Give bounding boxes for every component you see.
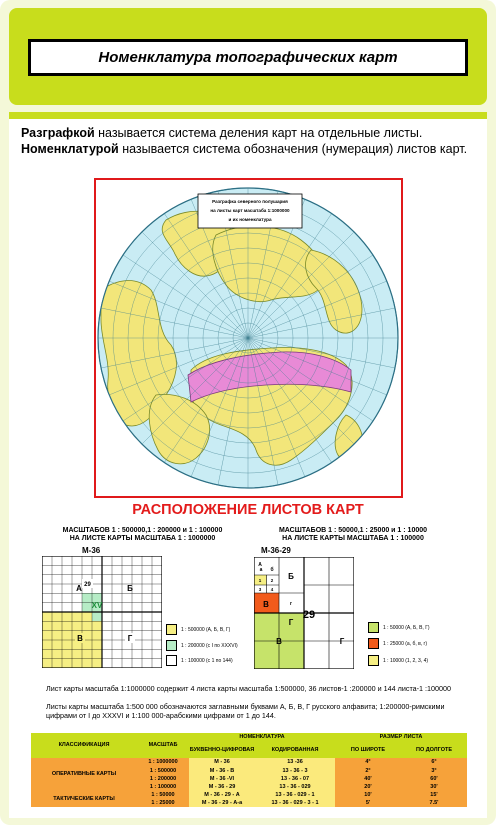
right-legend-1-text: 1 : 50000 (А, Б, В, Г): [383, 624, 430, 631]
th-lon: ПО ДОЛГОТЕ: [415, 746, 453, 753]
right-legend-2: [368, 638, 427, 649]
right-legend-3: [368, 655, 428, 666]
right-label-a: А: [258, 562, 262, 568]
polar-map-frame: [94, 178, 403, 498]
right-label-29: 29: [302, 609, 316, 621]
map-caption-3: и их номенклатура: [228, 217, 272, 222]
row4-scale: 1 : 50000: [151, 791, 175, 798]
row4-lon: 15': [430, 791, 438, 798]
right-scheme-title-1: МАСШТАБОВ 1 : 50000,1 : 25000 и 1 : 10000: [278, 527, 428, 534]
right-legend-3-swatch: [368, 655, 379, 666]
right-small-1: 1: [258, 578, 262, 583]
left-label-v: В: [77, 634, 83, 643]
left-legend-3: [166, 655, 233, 666]
intro-text: [21, 125, 481, 157]
right-small-3: 3: [258, 587, 262, 592]
th-nomen: НОМЕНКЛАТУРА: [239, 734, 285, 741]
layout-heading: РАСПОЛОЖЕНИЕ ЛИСТОВ КАРТ: [132, 502, 364, 518]
def-razgrafka: называется система деления карт на отдельные листы.: [94, 126, 423, 140]
class-tactical: ТАКТИЧЕСКИЕ КАРТЫ: [53, 795, 115, 802]
row0-lat: 4°: [365, 759, 371, 766]
right-label-g: Г: [288, 618, 294, 627]
row4-coded: 13 - 36 - 029 - 1: [255, 791, 335, 799]
row2-scale: 1 : 200000: [149, 775, 177, 782]
right-small-4: 4: [270, 587, 274, 592]
row5-letter: М - 36 - 29 - А-а: [189, 799, 255, 807]
left-label-b: Б: [127, 584, 133, 593]
left-label-xv: XV: [91, 601, 103, 610]
row4-letter: М - 36 - 29 - А: [189, 791, 255, 799]
row4-lat: 10': [364, 791, 372, 798]
row1-scale: 1 : 500000: [149, 767, 177, 774]
left-scheme-title-1: МАСШТАБОВ 1 : 500000,1 : 200000 и 1 : 100000: [62, 527, 223, 534]
row5-lat: 5': [365, 799, 371, 806]
right-small-b: б: [270, 567, 274, 573]
row2-lat: 40': [364, 775, 372, 782]
right-sheet-grid: [254, 557, 354, 669]
row5-coded: 13 - 36 - 029 - 3 - 1: [255, 799, 335, 807]
row0-letter: М - 36: [189, 758, 255, 767]
row1-lon: 3°: [431, 767, 437, 774]
title-box: [28, 39, 468, 76]
left-sheet-grid: [42, 556, 162, 668]
row3-scale: 1 : 100000: [149, 783, 177, 790]
left-legend-3-text: 1 : 100000 (с 1 по 144): [181, 657, 233, 664]
th-coded: КОДИРОВАННАЯ: [271, 746, 319, 753]
right-small-a: а: [259, 567, 263, 573]
paragraph-sheet-notation: Листы карты масштаба 1:500 000 обозначаются заглавными буквами А, Б, В, Г русского алфавита; 1:200000-римскими цифрами от I до XXXVI и 1:100 000-арабскими цифрами от 1 до 144.: [46, 702, 445, 720]
th-letter: БУКВЕННО-ЦИФРОВАЯ: [189, 746, 255, 753]
row1-letter: М - 36 - В: [189, 767, 255, 775]
row3-lon: 30': [430, 783, 438, 790]
right-scheme-title: [253, 527, 453, 543]
left-label-a: А: [76, 584, 82, 593]
left-legend-2: [166, 640, 238, 651]
right-sheet-label: М-36-29: [261, 546, 291, 555]
th-class: КЛАССИФИКАЦИЯ: [58, 742, 110, 749]
row2-coded: 13 - 36 - 07: [255, 775, 335, 783]
row3-lat: 20': [364, 783, 372, 790]
right-label-v: В: [263, 600, 269, 609]
class-operative: ОПЕРАТИВНЫЕ КАРТЫ: [51, 771, 117, 778]
right-label-b: Б: [288, 572, 294, 581]
term-nomenklatura: Номенклатурой: [21, 142, 119, 156]
left-scheme-title: [40, 527, 245, 543]
row0-lon: 6°: [431, 759, 437, 766]
left-label-29: 29: [84, 582, 91, 588]
left-legend-2-swatch: [166, 640, 177, 651]
row1-lat: 2°: [365, 767, 371, 774]
left-legend-1: [166, 624, 230, 635]
left-sheet-label: М-36: [82, 546, 101, 555]
th-size: РАЗМЕР ЛИСТА: [379, 734, 423, 741]
row1-coded: 13 - 36 - 3: [255, 767, 335, 775]
left-legend-3-swatch: [166, 655, 177, 666]
left-legend-2-text: 1 : 200000 (с I по XXXVI): [181, 642, 238, 649]
right-legend-1-swatch: [368, 622, 379, 633]
right-label-gg: Г: [339, 637, 345, 646]
row3-coded: 13 - 36 - 029: [255, 783, 335, 791]
map-caption-1: Разграфка северного полушария: [212, 199, 288, 204]
term-razgrafka: Разграфкой: [21, 126, 95, 140]
polar-map: [96, 180, 401, 496]
scales-table: [31, 733, 467, 807]
right-legend-2-text: 1 : 25000 (а, б, в, г): [383, 640, 428, 647]
def-nomenklatura: называется система обозначения (нумерация) листов карт.: [118, 142, 468, 156]
row0-coded: 13 -36: [255, 758, 335, 767]
th-scale: МАСШТАБ: [148, 742, 178, 749]
right-legend-2-swatch: [368, 638, 379, 649]
map-caption-2: на листы карт масштаба 1:1000000: [210, 208, 290, 213]
green-stripe: [9, 112, 487, 119]
right-legend-3-text: 1 : 10000 (1, 2, 3, 4): [383, 657, 429, 664]
page-title: Номенклатура топографических карт: [98, 49, 398, 66]
row3-letter: М - 36 - 29: [189, 783, 255, 791]
left-label-g: Г: [127, 634, 133, 643]
left-scheme-title-2: НА ЛИСТЕ КАРТЫ МАСШТАБА 1 : 1000000: [69, 535, 216, 542]
right-scheme-title-2: НА ЛИСТЕ КАРТЫ МАСШТАБА 1 : 100000: [282, 535, 424, 542]
row5-lon: 7.5': [429, 799, 439, 806]
paragraph-sheet-contents: Лист карты масштаба 1:1000000 содержит 4 листа карты масштаба 1:500000, 36 листов-1 :200000 и 144 листа-1 :100000: [46, 684, 452, 693]
row2-letter: М - 36 -VI: [189, 775, 255, 783]
left-legend-1-text: 1 : 500000 (А, Б, В, Г): [181, 626, 231, 633]
row0-scale: 1 : 1000000: [148, 759, 178, 766]
row2-lon: 60': [430, 775, 438, 782]
right-label-vv: В: [276, 637, 282, 646]
th-lat: ПО ШИРОТЕ: [350, 746, 386, 753]
right-small-g: г: [289, 601, 293, 607]
left-legend-1-swatch: [166, 624, 177, 635]
right-small-2: 2: [270, 578, 274, 583]
row5-scale: 1 : 25000: [151, 799, 175, 806]
right-legend-1: [368, 622, 430, 633]
